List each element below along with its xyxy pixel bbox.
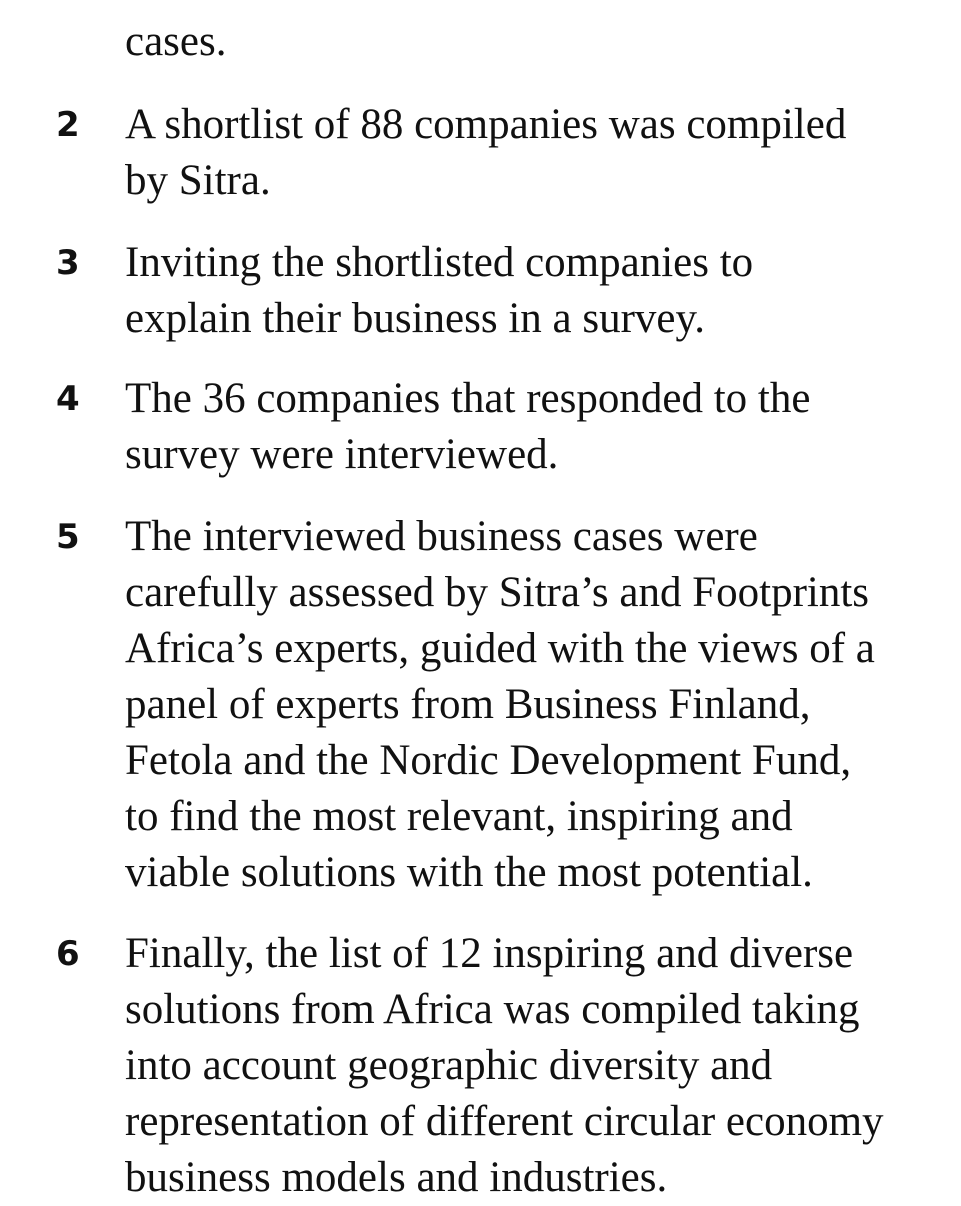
list-item-text [125,509,961,901]
text-line: The 36 companies that responded to the [125,375,811,422]
text-line: representation of different circular economy [125,1098,884,1145]
text-line: A shortlist of 88 companies was compiled [125,101,847,148]
text-line: Finally, the list of 12 inspiring and diverse [125,930,854,977]
continued-text: cases. [125,18,227,65]
list-item-text [125,235,961,347]
text-line: The interviewed business cases were [125,513,758,560]
list-item-text [125,97,961,209]
list-item-number: 4 [56,379,80,419]
list-item-number: 2 [56,105,80,145]
list-item-number: 5 [56,517,80,557]
text-line: business models and industries. [125,1154,668,1201]
text-line: viable solutions with the most potential. [125,849,813,896]
text-line: to find the most relevant, inspiring and [125,793,793,840]
text-line: survey were interviewed. [125,431,559,478]
list-item-number: 3 [56,243,80,283]
text-line: Inviting the shortlisted companies to [125,239,754,286]
list-item-text [125,926,961,1206]
text-line: Fetola and the Nordic Development Fund, [125,737,852,784]
list-item-number: 6 [56,934,80,974]
text-line: solutions from Africa was compiled taking [125,986,860,1033]
text-line: explain their business in a survey. [125,295,705,342]
list-item-text [125,371,961,483]
text-line: into account geographic diversity and [125,1042,773,1089]
text-line: carefully assessed by Sitra’s and Footprints [125,569,870,616]
text-line: panel of experts from Business Finland, [125,681,811,728]
text-line: by Sitra. [125,157,271,204]
text-line: Africa’s experts, guided with the views of a [125,625,875,672]
